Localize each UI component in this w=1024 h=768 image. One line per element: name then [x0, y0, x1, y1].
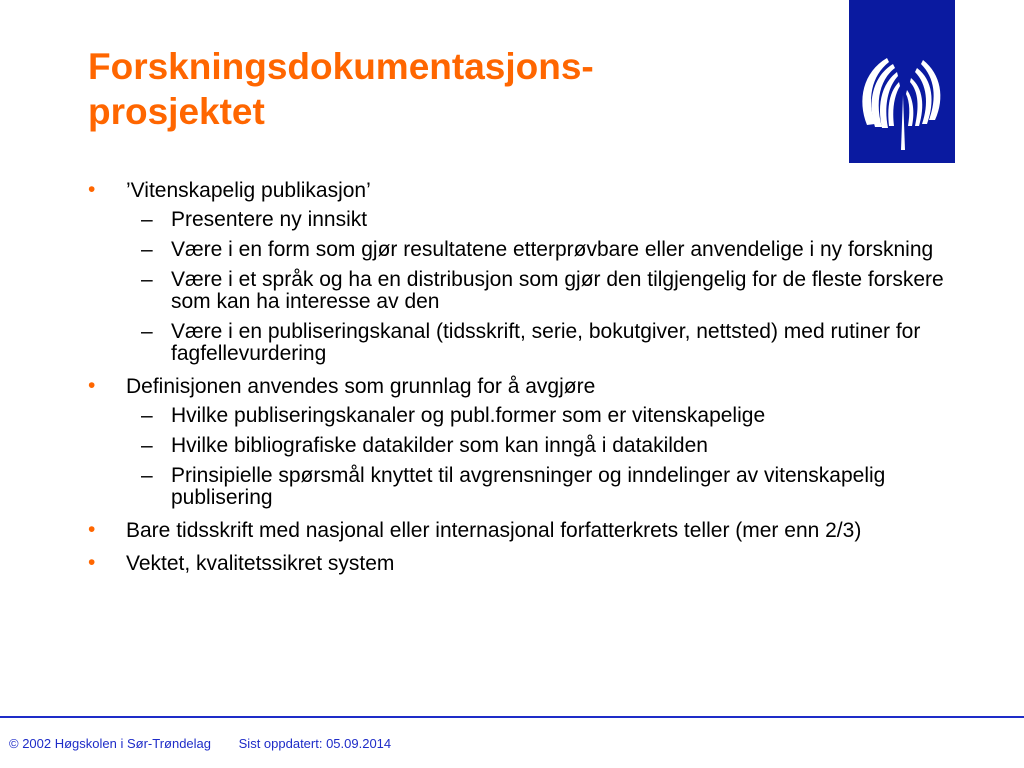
sub-text: Presentere ny innsikt [171, 208, 368, 231]
logo-mark-icon [849, 0, 955, 163]
bullet-item [88, 180, 958, 365]
sub-list [126, 405, 958, 509]
dash-icon: – [141, 238, 153, 261]
slide-footer [0, 716, 1024, 768]
bullet-dot-icon: • [88, 178, 96, 201]
sub-item [126, 321, 958, 365]
sub-text: Hvilke bibliografiske datakilder som kan inngå i datakilden [171, 434, 708, 457]
sub-item [126, 405, 958, 427]
school-logo [849, 0, 955, 163]
sub-item [126, 239, 958, 261]
sub-text: Prinsipielle spørsmål knyttet til avgrensninger og inndelinger av vitenskapelig publisering [171, 464, 886, 509]
bullet-text: ’Vitenskapelig publikasjon’ [126, 179, 371, 202]
sub-text: Være i en form som gjør resultatene etterprøvbare eller anvendelige i ny forskning [171, 238, 934, 261]
copyright-text: © 2002 Høgskolen i Sør-Trøndelag [9, 736, 212, 751]
sub-text: Være i et språk og ha en distribusjon som gjør den tilgjengelig for de fleste forskere som kan ha interesse av den [171, 268, 944, 313]
bullet-item [88, 553, 958, 575]
bullet-item [88, 376, 958, 509]
bullet-text: Vektet, kvalitetssikret system [126, 552, 395, 575]
sub-item [126, 435, 958, 457]
bullet-dot-icon: • [88, 374, 96, 397]
updated-text: Sist oppdatert: 05.09.2014 [238, 736, 392, 751]
bullet-dot-icon: • [88, 518, 96, 541]
sub-text: Hvilke publiseringskanaler og publ.former som er vitenskapelige [171, 404, 766, 427]
slide-title [88, 44, 808, 134]
dash-icon: – [141, 404, 153, 427]
sub-item [126, 209, 958, 231]
title-line-2: prosjektet [88, 91, 265, 132]
slide-body [88, 178, 958, 575]
dash-icon: – [141, 268, 153, 291]
bullet-dot-icon: • [88, 551, 96, 574]
dash-icon: – [141, 434, 153, 457]
sub-item [126, 269, 958, 313]
title-line-1: Forskningsdokumentasjons- [88, 46, 594, 87]
bullet-item [88, 520, 958, 542]
dash-icon: – [141, 320, 153, 343]
bullet-text: Bare tidsskrift med nasjonal eller internasjonal forfatterkrets teller (mer enn 2/3) [126, 519, 862, 542]
dash-icon: – [141, 464, 153, 487]
footer-text [9, 736, 415, 751]
sub-text: Være i en publiseringskanal (tidsskrift, serie, bokutgiver, nettsted) med rutiner for fagfellevurdering [171, 320, 921, 365]
bullet-list [88, 180, 958, 575]
dash-icon: – [141, 208, 153, 231]
sub-item [126, 465, 958, 509]
sub-list [126, 209, 958, 365]
bullet-text: Definisjonen anvendes som grunnlag for å avgjøre [126, 375, 596, 398]
